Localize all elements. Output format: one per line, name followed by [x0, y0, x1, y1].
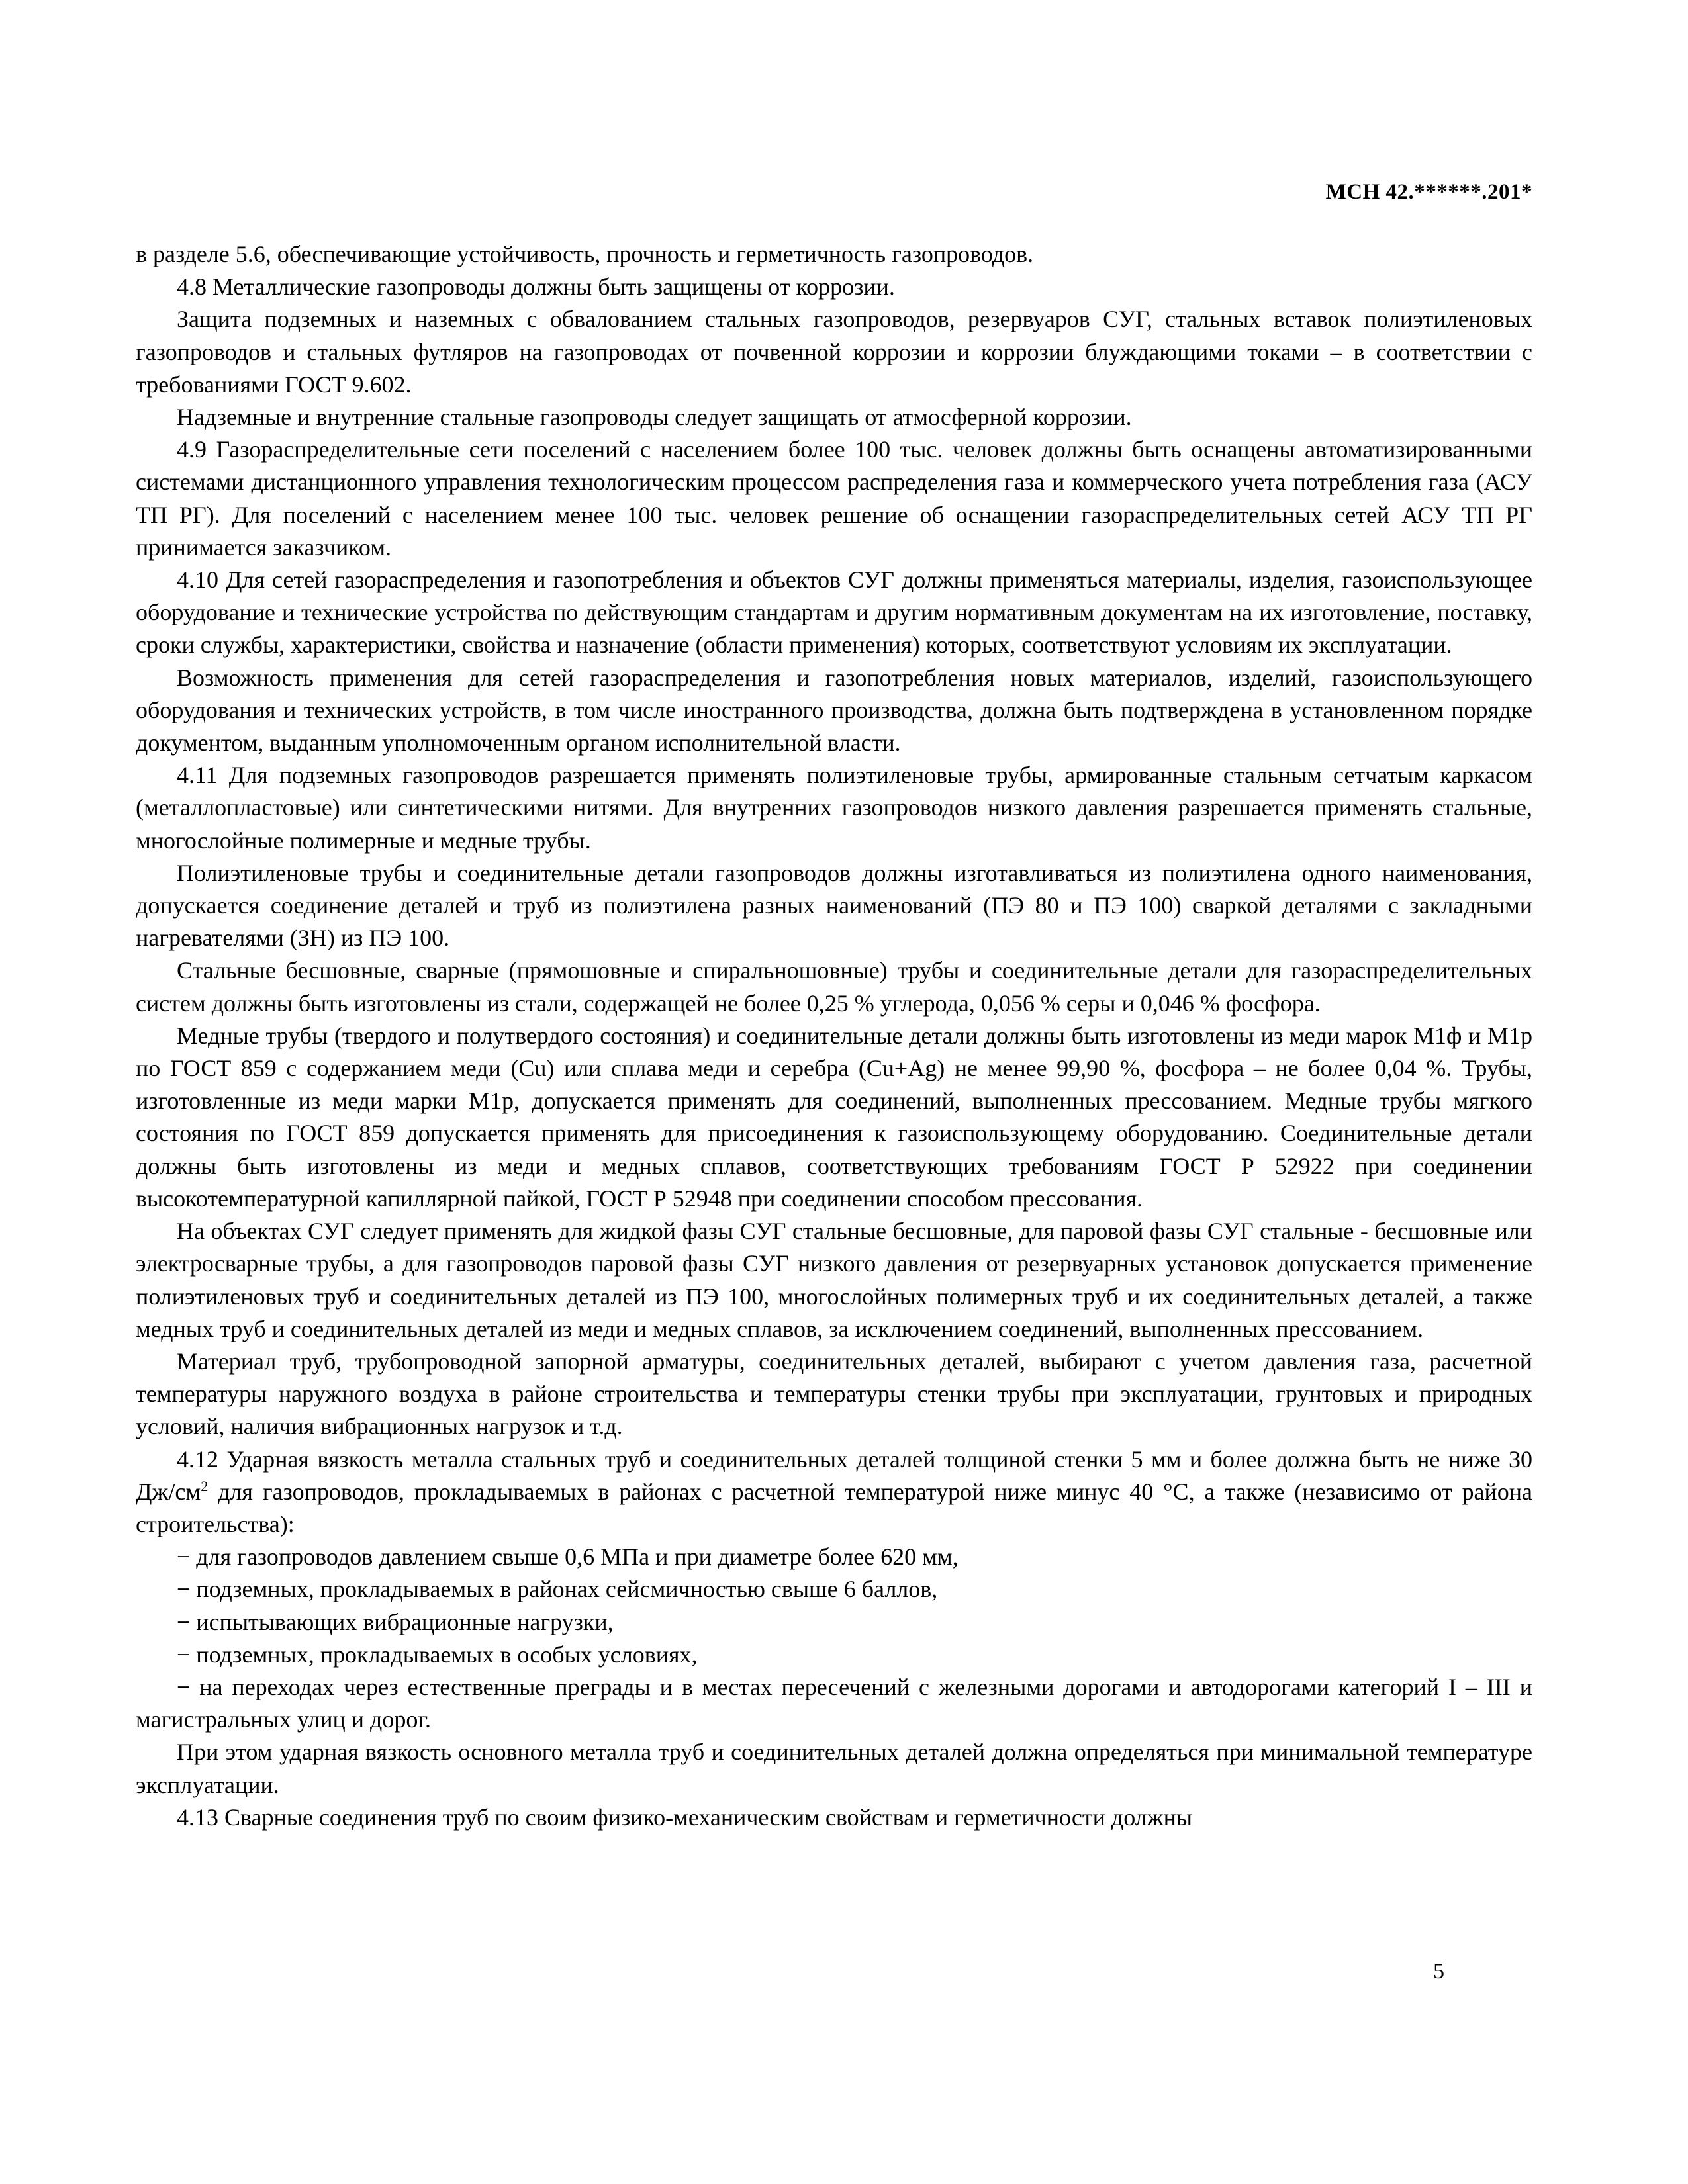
list-item: − подземных, прокладываемых в районах сейсмичностью свыше 6 баллов,: [177, 1576, 938, 1603]
paragraph-text: 4.12 Ударная вязкость металла стальных труб и соединительных деталей толщиной стенки 5 мм и более должна быть не ниже 30 Дж/см: [136, 1445, 1532, 1505]
paragraph-4-8: 4.8 Металлические газопроводы должны быть защищены от коррозии.: [177, 273, 895, 300]
paragraph-4-12: [136, 1443, 1532, 1541]
paragraph: Материал труб, трубопроводной запорной арматуры, соединительных деталей, выбирают с учетом давления газа, расчетной температуры наружного воздуха в районе строительства и температуры стенки трубы при эксплуатации, грунтовых и природных условий, наличия вибрационных нагрузок и т.д.: [136, 1347, 1532, 1440]
list-item: − подземных, прокладываемых в особых условиях,: [177, 1641, 698, 1668]
paragraph: Защита подземных и наземных с обвалованием стальных газопроводов, резервуаров СУГ, стальных вставок полиэтиленовых газопроводов и стальных футляров на газопроводах от почвенной коррозии и коррозии блуждающими токами – в соответствии с требованиями ГОСТ 9.602.: [136, 306, 1532, 398]
paragraph: Медные трубы (твердого и полутвердого состояния) и соединительные детали должны быть изготовлены из меди марок М1ф и М1р по ГОСТ 859 с содержанием меди (Cu) или сплава меди и серебра (Cu+Ag) не менее 99,90 %, фосфора – не более 0,04 %. Трубы, изготовленные из меди марки М1р, допускается применять для соединений, выполненных прессованием. Медные трубы мягкого состояния по ГОСТ 859 допускается применять для присоединения к газоиспользующему оборудованию. Соединительные детали должны быть изготовлены из меди и медных сплавов, соответствующих требованиям ГОСТ Р 52922 при соединении высокотемпературной капиллярной пайкой, ГОСТ Р 52948 при соединении способом прессования.: [136, 1022, 1532, 1212]
paragraph-4-13: 4.13 Сварные соединения труб по своим физико-механическим свойствам и герметичности должны: [177, 1803, 1193, 1831]
paragraph: Возможность применения для сетей газораспределения и газопотребления новых материалов, изделий, газоиспользующего оборудования и технических устройств, в том числе иностранного производства, должна быть подтверждена в установленном порядке документом, выданным уполномоченным органом исполнительной власти.: [136, 664, 1532, 756]
paragraph: На объектах СУГ следует применять для жидкой фазы СУГ стальные бесшовные, для паровой фазы СУГ стальные - бесшовные или электросварные трубы, а для газопроводов паровой фазы СУГ низкого давления от резервуарных установок допускается применение полиэтиленовых труб и соединительных деталей из ПЭ 100, многослойных полимерных труб и их соединительных деталей, а также медных труб и соединительных деталей из меди и медных сплавов, за исключением соединений, выполненных прессованием.: [136, 1218, 1532, 1342]
paragraph: Надземные и внутренние стальные газопроводы следует защищать от атмосферной коррозии.: [177, 404, 1132, 431]
document-body: [136, 238, 1532, 1834]
document-code: МСН 42.******.201*: [1325, 180, 1532, 204]
paragraph: Полиэтиленовые трубы и соединительные детали газопроводов должны изготавливаться из полиэтилена одного наименования, допускается соединение деталей и труб из полиэтилена разных наименований (ПЭ 80 и ПЭ 100) сваркой деталями с закладными нагревателями (ЗН) из ПЭ 100.: [136, 859, 1532, 952]
paragraph-text: для газопроводов, прокладываемых в районах с расчетной температурой ниже минус 40 °С, а также (независимо от района строительства):: [136, 1478, 1532, 1537]
paragraph-4-10: 4.10 Для сетей газораспределения и газопотребления и объектов СУГ должны применяться материалы, изделия, газоиспользующее оборудование и технические устройства по действующим стандартам и другим нормативным документам на их изготовление, поставку, сроки службы, характеристики, свойства и назначение (области применения) которых, соответствуют условиям их эксплуатации.: [136, 567, 1532, 659]
paragraph-4-9: 4.9 Газораспределительные сети поселений с населением более 100 тыс. человек должны быть оснащены автоматизированными системами дистанционного управления технологическим процессом распределения газа и коммерческого учета потребления газа (АСУ ТП РГ). Для поселений с населением менее 100 тыс. человек решение об оснащении газораспределительных сетей АСУ ТП РГ принимается заказчиком.: [136, 436, 1532, 561]
paragraph-4-11: 4.11 Для подземных газопроводов разрешается применять полиэтиленовые трубы, армированные стальным сетчатым каркасом (металлопластовые) или синтетическими нитями. Для внутренних газопроводов низкого давления разрешается применять стальные, многослойные полимерные и медные трубы.: [136, 762, 1532, 854]
list-item: − на переходах через естественные преграды и в местах пересечений с железными дорогами и автодорогами категорий I – III и магистральных улиц и дорог.: [136, 1673, 1532, 1733]
list-item: − испытывающих вибрационные нагрузки,: [177, 1608, 614, 1635]
superscript: 2: [201, 1477, 209, 1494]
page-number: 5: [1433, 1959, 1444, 1983]
paragraph: Стальные бесшовные, сварные (прямошовные и спиральношовные) трубы и соединительные детали для газораспределительных систем должны быть изготовлены из стали, содержащей не более 0,25 % углерода, 0,056 % серы и 0,046 % фосфора.: [136, 957, 1532, 1017]
paragraph: в разделе 5.6, обеспечивающие устойчивость, прочность и герметичность газопроводов.: [136, 241, 1034, 267]
list-item: − для газопроводов давлением свыше 0,6 МПа и при диаметре более 620 мм,: [177, 1543, 959, 1570]
paragraph: При этом ударная вязкость основного металла труб и соединительных деталей должна определяться при минимальной температуре эксплуатации.: [136, 1739, 1532, 1798]
